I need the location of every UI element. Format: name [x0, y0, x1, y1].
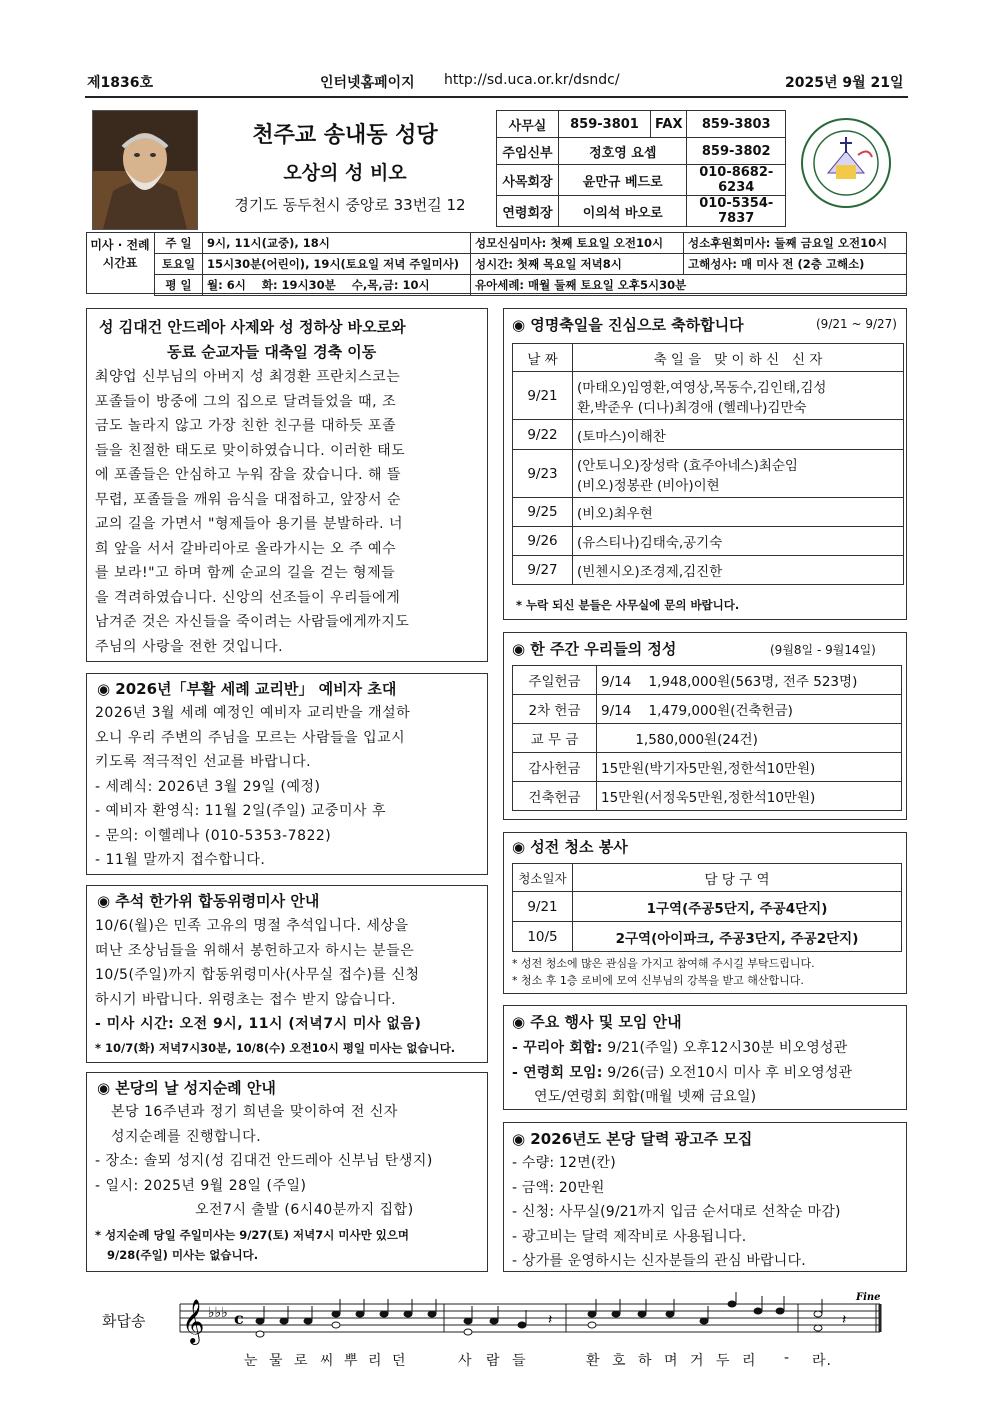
pilgrimage-line: 성지순례를 진행합니다.: [111, 1128, 262, 1145]
schedule-label-line2: 시간표: [102, 256, 138, 270]
offering-box: [503, 632, 907, 820]
lyric-syllable: 호: [612, 1353, 627, 1369]
feast-date: 9/21: [513, 372, 573, 420]
psalm-lyrics: [244, 1350, 884, 1370]
schedule-times: 15시30분(어린이), 19시(토요일 저녁 주일미사): [203, 254, 471, 275]
schedule-day: 주 일: [155, 233, 203, 254]
parish-logo: [800, 117, 892, 213]
lyric-syllable: 환: [586, 1353, 601, 1369]
schedule-row: [155, 275, 907, 296]
catechumen-body: [95, 701, 483, 873]
calendar-ad-title: ◉ 2026년도 본당 달력 광고주 모집: [512, 1130, 753, 1148]
calendar-ad-body: [512, 1151, 904, 1274]
music-staff: [176, 1292, 888, 1356]
lyric-syllable: 씨: [320, 1353, 335, 1369]
pilgrimage-box: [86, 1072, 488, 1272]
schedule-day: 평 일: [155, 275, 203, 296]
contact-role: 연령회장: [497, 196, 559, 227]
feast-row: [513, 527, 904, 556]
chuseok-line: 하시기 바랍니다. 위령초는 접수 받지 않습니다.: [95, 991, 397, 1008]
cleaning-title: ◉ 성전 청소 봉사: [512, 838, 628, 856]
lyric-syllable: 물: [269, 1353, 284, 1369]
schedule-extra: 고해성사: 매 미사 전 (2층 고해소): [684, 254, 907, 275]
main-article-body: [95, 365, 483, 659]
issue-date: 2025년 9월 21일: [785, 75, 904, 91]
cleaning-row: [513, 922, 902, 952]
contact-value: 윤만규 베드로: [559, 165, 687, 196]
feast-names-line: (비오)정봉관 (비아)이현: [577, 477, 720, 494]
schedule-table: [154, 232, 907, 296]
feast-names: (유스티나)김태숙,공기숙: [573, 527, 904, 556]
cleaning-note: * 청소 후 1층 로비에 모여 신부님의 강복을 받고 해산합니다.: [512, 974, 804, 987]
feast-names: [573, 372, 904, 420]
catechumen-line: 2026년 3월 세례 예정인 예비자 교리반을 개설하: [95, 705, 411, 721]
feast-header-row: [513, 344, 904, 372]
schedule-extra: 성소후원회미사: 둘째 금요일 오전10시: [684, 233, 907, 254]
feast-names: [573, 450, 904, 498]
lyric-syllable: 리: [368, 1353, 383, 1369]
schedule-label: [86, 236, 154, 272]
offering-table: [512, 665, 902, 811]
events-text: 9/26(금) 오전10시 미사 후 비오영성관: [602, 1064, 853, 1081]
catechumen-title: ◉ 2026년「부활 세례 교리반」 예비자 초대: [97, 680, 397, 698]
feast-names: (비오)최우현: [573, 498, 904, 527]
events-line: [512, 1085, 904, 1110]
cleaning-col-date: 청소일자: [513, 864, 573, 892]
offering-title: ◉ 한 주간 우리들의 정성: [512, 640, 677, 658]
lyric-syllable: 두: [716, 1353, 731, 1369]
article-line: 남겨준 것은 자신들을 죽이려는 사람들에게까지도: [95, 614, 410, 630]
events-title: ◉ 주요 행사 및 모임 안내: [512, 1013, 682, 1031]
lyric-syllable: 로: [294, 1353, 309, 1369]
feast-box: [503, 308, 907, 620]
article-line: 포졸들이 방중에 그의 집으로 달려들었을 때, 조: [95, 393, 397, 410]
events-text: 연도/연령회 회합(매월 넷째 금요일): [534, 1089, 757, 1105]
contact-table: [496, 110, 786, 227]
offering-amount: 9/14 1,948,000원(563명, 전주 523명): [597, 666, 902, 695]
offering-row: [513, 753, 902, 782]
contact-role: 주임신부: [497, 138, 559, 165]
feast-names-line: (안토니오)장성락 (효주아네스)최순임: [577, 457, 798, 474]
contact-value: 859-3801: [559, 111, 651, 138]
lyric-syllable: 들: [512, 1353, 527, 1369]
offering-range: (9월8일 - 9월14일): [770, 643, 876, 657]
church-patron: 오상의 성 비오: [283, 162, 407, 184]
offering-row: [513, 695, 902, 724]
feast-names: (토마스)이해찬: [573, 420, 904, 450]
article-line: 에 포졸들은 안심하고 누워 잠을 잤습니다. 해 뜰: [95, 467, 402, 483]
main-article-title-1: 성 김대건 안드레아 사제와 성 정하상 바오로와: [99, 318, 406, 336]
events-label: - 꾸리아 회합:: [512, 1040, 603, 1056]
schedule-extra: 유아세례: 매월 둘째 토요일 오후5시30분: [471, 275, 907, 296]
schedule-extra: 성모신심미사: 첫째 토요일 오전10시: [471, 233, 684, 254]
contact-phone: 859-3803: [687, 111, 786, 138]
svg-text:𝄽: 𝄽: [548, 1312, 553, 1328]
lyric-syllable: 며: [664, 1353, 679, 1369]
cleaning-box: [503, 832, 907, 994]
article-line: 주님의 사랑을 전한 것입니다.: [95, 638, 284, 655]
chuseok-body: [95, 914, 483, 1037]
feast-col-date: 날 짜: [513, 344, 573, 372]
contact-role: 사목회장: [497, 165, 559, 196]
calendar-ad-line: - 광고비는 달력 제작비로 사용됩니다.: [512, 1228, 747, 1245]
cleaning-area: 2구역(아이파크, 주공3단지, 주공2단지): [573, 922, 902, 952]
contact-phone: 010-8682-6234: [687, 165, 786, 196]
chuseok-line: 떠난 조상님들을 위해서 봉헌하고자 하시는 분들은: [95, 942, 415, 959]
lyric-syllable: 사: [458, 1353, 473, 1369]
offering-amount: 1,580,000원(24건): [597, 724, 902, 753]
contact-fax-label: FAX: [651, 111, 687, 138]
article-line: 무렵, 포졸들을 깨워 음식을 대접하고, 앞장서 순: [95, 491, 402, 508]
calendar-ad-box: [503, 1122, 907, 1272]
feast-row: [513, 450, 904, 498]
feast-note: * 누락 되신 분들은 사무실에 문의 바랍니다.: [516, 598, 740, 612]
cleaning-header-row: [513, 864, 902, 892]
catechumen-line: 오니 우리 주변의 주님을 모르는 사람들을 입교시: [95, 729, 406, 746]
cleaning-note: * 성전 청소에 많은 관심을 가지고 참여해 주시길 부탁드립니다.: [512, 957, 815, 970]
catechumen-box: [86, 673, 488, 875]
homepage-url[interactable]: http://sd.uca.or.kr/dsndc/: [444, 72, 620, 88]
calendar-ad-line: - 신청: 사무실(9/21까지 입금 순서대로 선착순 마감): [512, 1204, 841, 1220]
catechumen-line: - 11월 말까지 접수합니다.: [95, 852, 266, 868]
fine-mark: Fine: [856, 1292, 881, 1303]
cleaning-table: [512, 863, 902, 952]
catechumen-line: 키도록 적극적인 선교를 바랍니다.: [95, 754, 312, 770]
pilgrimage-line: 오전7시 출발 (6시40분까지 집합): [195, 1202, 414, 1218]
lyric-syllable: 눈: [244, 1353, 259, 1369]
schedule-times: 월: 6시 화: 19시30분 수,목,금: 10시: [203, 275, 471, 296]
cleaning-date: 9/21: [513, 892, 573, 922]
schedule-label-line1: 미사 · 전례: [90, 238, 150, 252]
svg-text:c: c: [234, 1309, 244, 1328]
feast-date: 9/27: [513, 556, 573, 585]
events-line: [512, 1036, 904, 1061]
schedule-day: 토요일: [155, 254, 203, 275]
calendar-ad-line: - 상가를 운영하시는 신자분들의 관심 바랍니다.: [512, 1253, 806, 1269]
feast-names-line: 환,박준우 (디나)최경애 (헬레나)김만숙: [577, 399, 807, 416]
article-line: 최양업 신부님의 아버지 성 최경환 프란치스코는: [95, 369, 401, 385]
lyric-syllable: -: [784, 1350, 791, 1366]
calendar-ad-line: - 금액: 20만원: [512, 1179, 605, 1196]
header-divider: [85, 96, 908, 98]
feast-col-names: 축 일 을 맞 이 하 신 신 자: [573, 344, 904, 372]
church-name: 천주교 송내동 성당: [252, 123, 438, 148]
feast-row: [513, 372, 904, 420]
pilgrimage-title: ◉ 본당의 날 성지순례 안내: [97, 1079, 276, 1097]
events-line: [512, 1061, 904, 1086]
schedule-times: 9시, 11시(교중), 18시: [203, 233, 471, 254]
svg-text:♭♭♭: ♭♭♭: [208, 1305, 228, 1321]
offering-row: [513, 724, 902, 753]
article-line: 교의 길을 가면서 "형제들아 용기를 분발하라. 너: [95, 516, 404, 532]
feast-row: [513, 556, 904, 585]
chuseok-note: * 10/7(화) 저녁7시30분, 10/8(수) 오전10시 평일 미사는 없습니다.: [95, 1041, 456, 1055]
pilgrimage-line: 본당 16주년과 정기 희년을 맞이하여 전 신자: [111, 1104, 398, 1120]
feast-title: ◉ 영명축일을 진심으로 축하합니다: [512, 316, 744, 334]
offering-type: 감사헌금: [513, 753, 597, 782]
lyric-syllable: 라.: [812, 1353, 832, 1369]
offering-amount: 15만원(박기자5만원,정한석10만원): [597, 753, 902, 782]
article-line: 을 격려하였습니다. 신앙의 선조들이 우리들에게: [95, 589, 401, 606]
contact-value: 이의석 바오로: [559, 196, 687, 227]
church-address: 경기도 동두천시 중앙로 33번길 12: [234, 196, 466, 214]
contact-row: [497, 111, 786, 138]
offering-type: 2차 헌금: [513, 695, 597, 724]
contact-row: [497, 165, 786, 196]
chuseok-title: ◉ 추석 한가위 합동위령미사 안내: [97, 892, 320, 910]
svg-text:𝄽: 𝄽: [842, 1312, 847, 1328]
pilgrimage-note-1: * 성지순례 당일 주일미사는 9/27(토) 저녁7시 미사만 있으며: [95, 1228, 410, 1242]
lyric-syllable: 거: [690, 1353, 705, 1369]
events-body: [512, 1036, 904, 1110]
chuseok-mass-time: - 미사 시간: 오전 9시, 11시 (저녁7시 미사 없음): [95, 1016, 422, 1032]
offering-type: 주일헌금: [513, 666, 597, 695]
offering-type: 교 무 금: [513, 724, 597, 753]
cleaning-col-area: 담 당 구 역: [573, 864, 902, 892]
homepage-label: 인터넷홈페이지: [320, 75, 415, 91]
cleaning-area: 1구역(주공5단지, 주공4단지): [573, 892, 902, 922]
pilgrimage-line: - 일시: 2025년 9월 28일 (주일): [95, 1177, 307, 1194]
psalm-label: 화답송: [102, 1312, 146, 1330]
feast-date: 9/26: [513, 527, 573, 556]
events-text: 9/21(주일) 오후12시30분 비오영성관: [602, 1040, 848, 1056]
article-line: 들을 친절한 태도로 맞이하였습니다. 이러한 태도: [95, 442, 406, 459]
contact-phone: 010-5354-7837: [687, 196, 786, 227]
events-box: [503, 1005, 907, 1110]
offering-row: [513, 782, 902, 811]
catechumen-line: - 문의: 이헬레나 (010-5353-7822): [95, 827, 332, 844]
saint-portrait: [92, 110, 198, 230]
feast-table: [512, 343, 904, 585]
feast-names: (빈첸시오)조경제,김진한: [573, 556, 904, 585]
main-article-box: [86, 308, 488, 662]
offering-amount: 15만원(서정욱5만원,정한석10만원): [597, 782, 902, 811]
lyric-syllable: 리: [742, 1353, 757, 1369]
lyric-syllable: 람: [486, 1353, 501, 1369]
main-article-title-2: 동료 순교자들 대축일 경축 이동: [167, 343, 377, 361]
article-line: 금도 놀라지 않고 가장 친한 친구를 대하듯 포졸: [95, 418, 397, 434]
events-label: - 연령회 모임:: [512, 1064, 603, 1081]
chuseok-line: 10/6(월)은 민족 고유의 명절 추석입니다. 세상을: [95, 918, 409, 934]
pilgrimage-line: - 장소: 솔뫼 성지(성 김대건 안드레아 신부님 탄생지): [95, 1153, 433, 1169]
feast-date: 9/23: [513, 450, 573, 498]
feast-names-line: (마태오)임영환,여영상,목동수,김인태,김성: [577, 379, 827, 396]
pilgrimage-note-2: 9/28(주일) 미사는 없습니다.: [107, 1248, 259, 1262]
offering-row: [513, 666, 902, 695]
cleaning-date: 10/5: [513, 922, 573, 952]
svg-text:𝄞: 𝄞: [182, 1299, 205, 1343]
article-line: 희 앞을 서서 갈바리아로 올라가시는 오 주 예수: [95, 540, 397, 557]
contact-role: 사무실: [497, 111, 559, 138]
catechumen-line: - 예비자 환영식: 11월 2일(주일) 교중미사 후: [95, 803, 386, 819]
feast-row: [513, 420, 904, 450]
schedule-row: [155, 254, 907, 275]
feast-range: (9/21 ~ 9/27): [816, 317, 897, 331]
contact-row: [497, 138, 786, 165]
feast-date: 9/22: [513, 420, 573, 450]
catechumen-line: - 세례식: 2026년 3월 29일 (예정): [95, 778, 321, 795]
contact-value: 정호영 요셉: [559, 138, 687, 165]
issue-number: 제1836호: [87, 75, 154, 91]
chuseok-box: [86, 885, 488, 1063]
schedule-extra: 성시간: 첫째 목요일 저녁8시: [471, 254, 684, 275]
lyric-syllable: 뿌: [344, 1353, 359, 1369]
offering-amount: 9/14 1,479,000원(건축헌금): [597, 695, 902, 724]
cleaning-row: [513, 892, 902, 922]
feast-date: 9/25: [513, 498, 573, 527]
article-line: 를 보라!"고 하며 함께 순교의 길을 걷는 형제들: [95, 565, 396, 581]
chuseok-line: 10/5(주일)까지 합동위령미사(사무실 접수)를 신청: [95, 967, 420, 983]
offering-type: 건축헌금: [513, 782, 597, 811]
pilgrimage-body: [95, 1100, 485, 1223]
feast-row: [513, 498, 904, 527]
schedule-row: [155, 233, 907, 254]
contact-row: [497, 196, 786, 227]
contact-phone: 859-3802: [687, 138, 786, 165]
lyric-syllable: 하: [638, 1353, 653, 1369]
calendar-ad-line: - 수량: 12면(칸): [512, 1155, 616, 1171]
lyric-syllable: 던: [392, 1353, 407, 1369]
